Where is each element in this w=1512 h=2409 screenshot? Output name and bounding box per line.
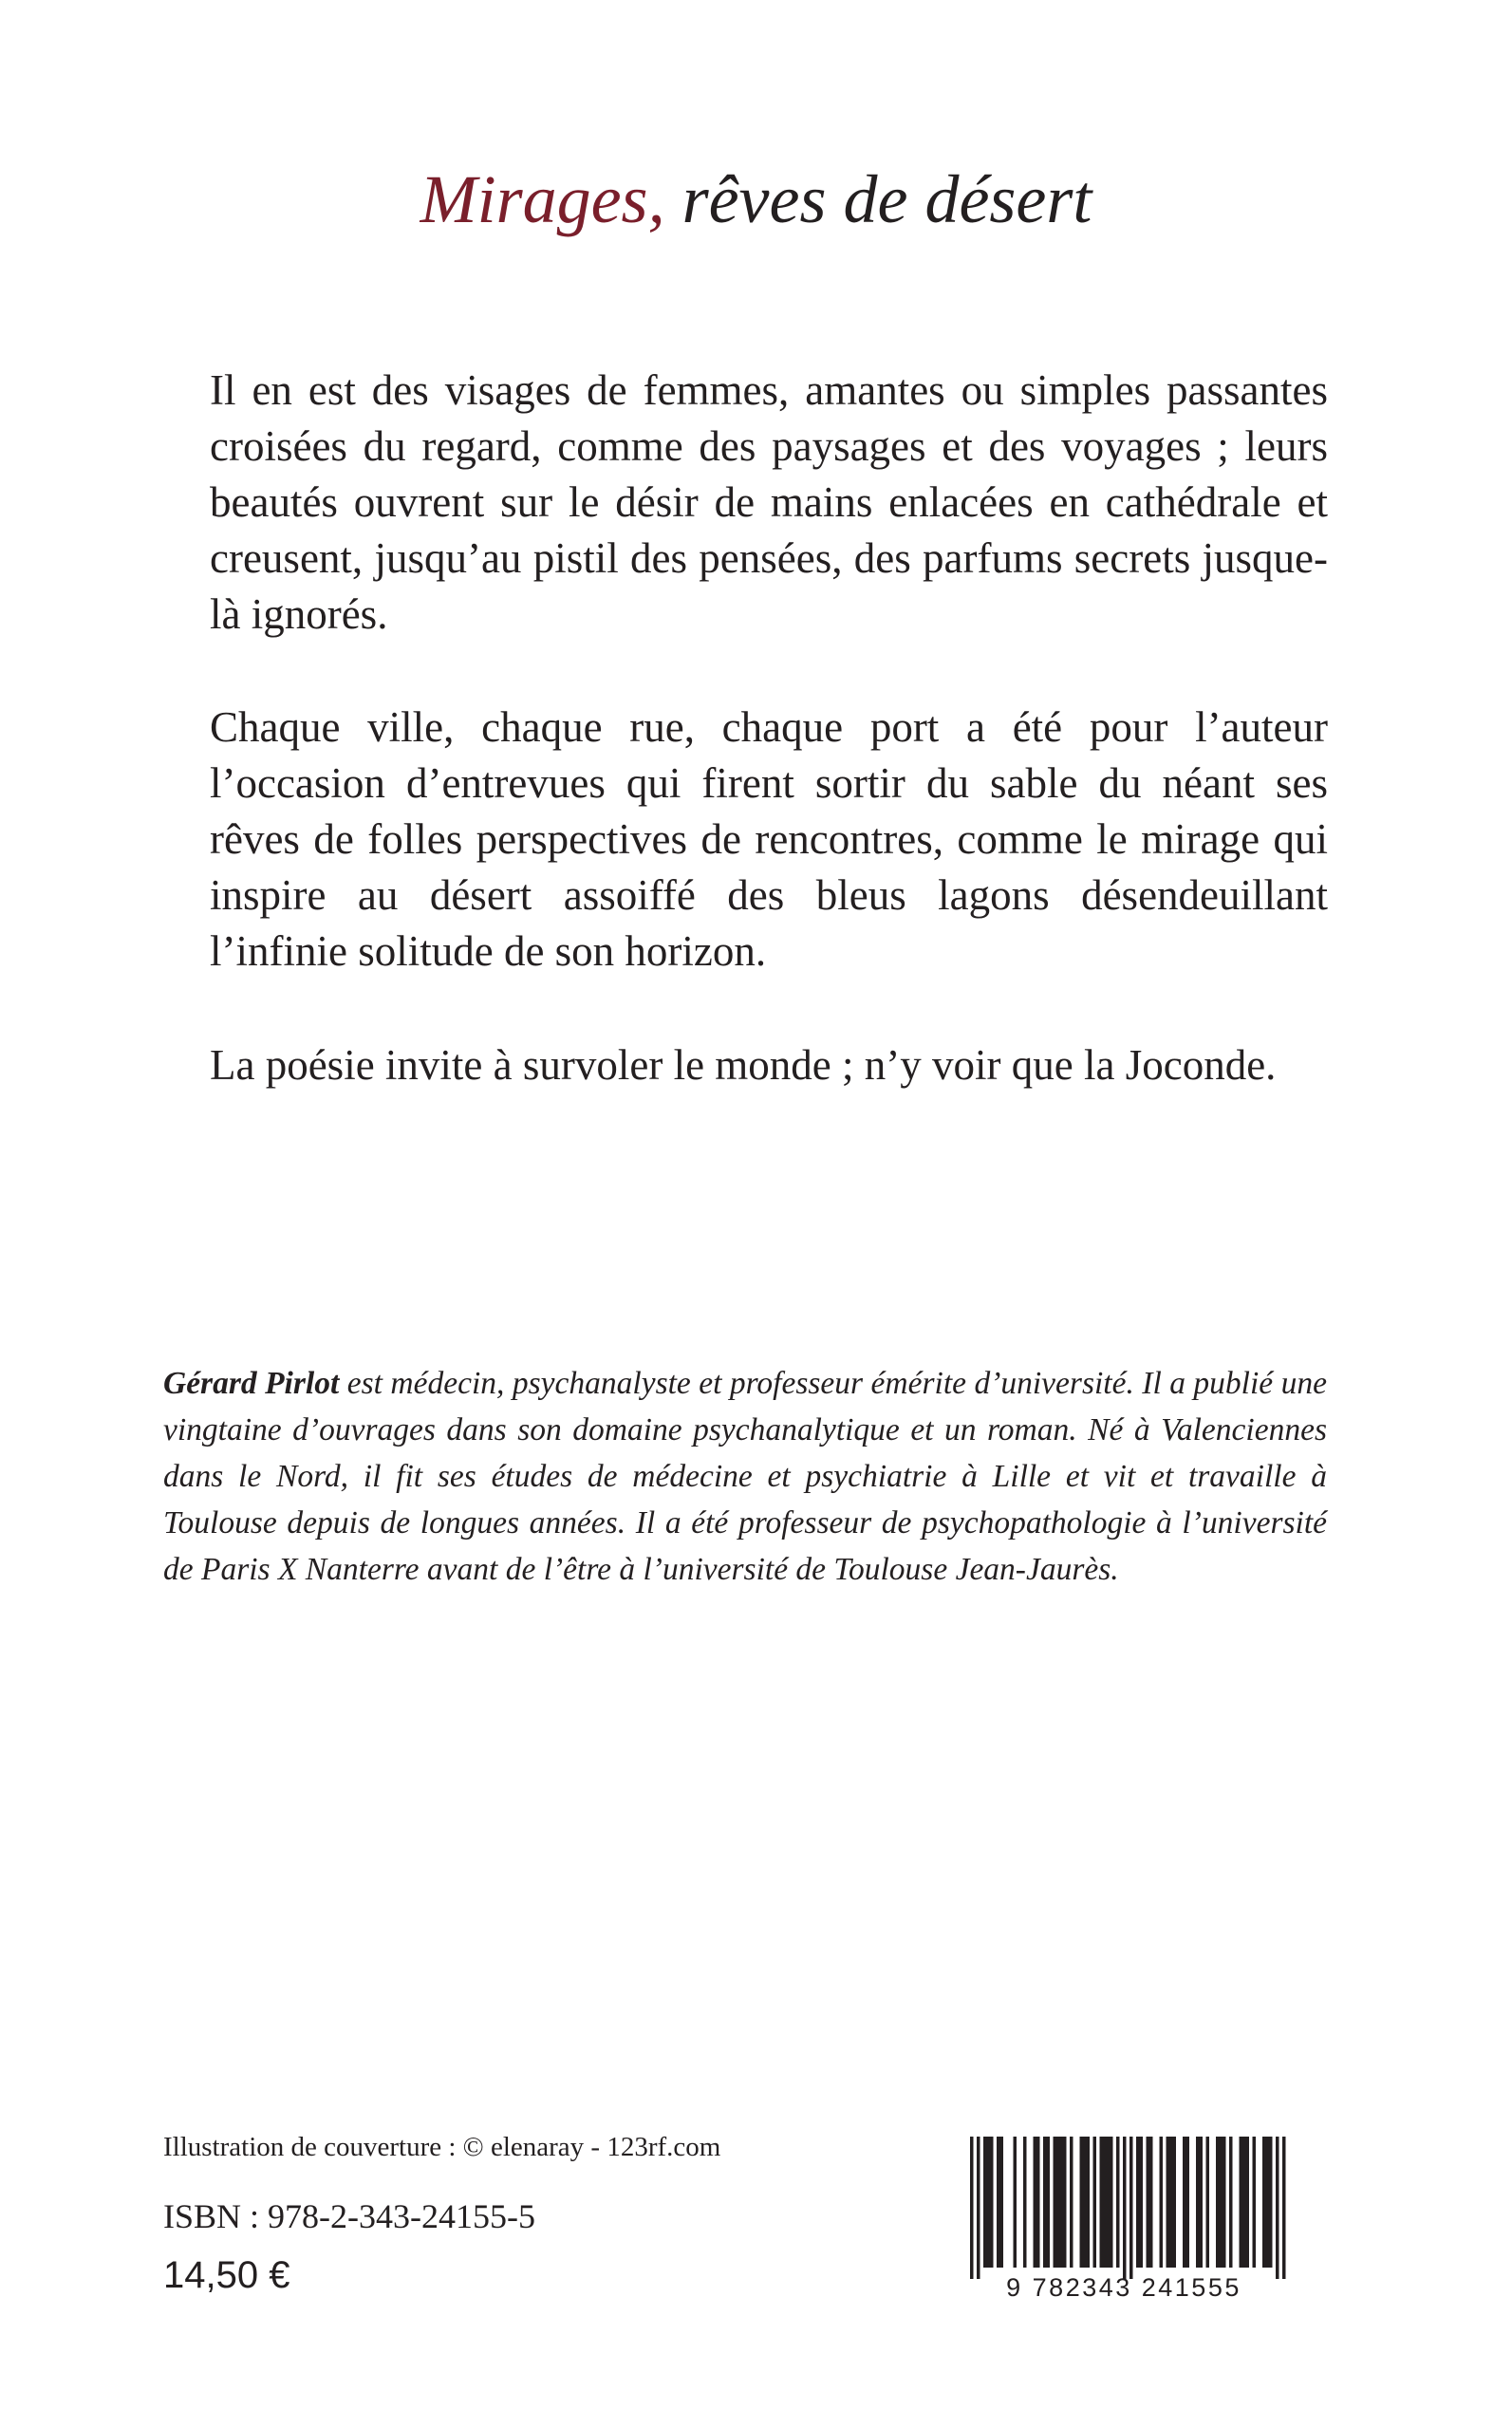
title-accent: Mirages, [420, 161, 665, 237]
barcode-bar [1282, 2137, 1286, 2279]
barcode-bar [1167, 2137, 1170, 2268]
barcode-bar [1206, 2137, 1210, 2268]
book-title [0, 157, 1512, 242]
author-bio-text: est médecin, psychanalyste et professeur émérite d’université. Il a publié une vingtaine d’ouvrages dans son domaine psychanalytique et un roman. Né à Valenciennes dans le Nord, il fit ses études de médecine et psychiatrie à Lille et vit et travaille à Toulouse depuis de longues années. Il a été professeur de psychopathologie à l’université de Paris X Nanterre avant de l’être à l’université de Toulouse Jean-Jaurès. [163, 1366, 1328, 1587]
barcode-bar [1240, 2137, 1243, 2268]
barcode-bar [1196, 2137, 1200, 2268]
barcode-bar [1220, 2137, 1223, 2268]
barcode-bar [1242, 2137, 1246, 2268]
barcode-bar [1140, 2137, 1144, 2268]
barcode-bar [1266, 2137, 1270, 2268]
barcode-bar [983, 2137, 987, 2268]
barcode-bar [1023, 2137, 1027, 2268]
barcode-bar [1149, 2137, 1153, 2268]
barcode-bar [1262, 2137, 1266, 2268]
price: 14,50 € [163, 2254, 290, 2296]
barcode-bar [1034, 2137, 1037, 2268]
barcode-bar [1100, 2137, 1104, 2268]
barcode-bar [1110, 2137, 1113, 2268]
barcode-bar [987, 2137, 991, 2268]
barcode-bar [1216, 2137, 1220, 2268]
barcode [936, 2135, 1313, 2302]
barcode-bar [990, 2137, 994, 2268]
barcode-bar [1107, 2137, 1111, 2268]
barcode-bar [1103, 2137, 1107, 2268]
barcode-bar [1276, 2137, 1279, 2279]
barcode-bar [1054, 2137, 1057, 2268]
barcode-bar [1047, 2137, 1051, 2268]
barcode-bar [977, 2137, 980, 2279]
barcode-bar [1246, 2137, 1250, 2268]
blurb-paragraph-3: La poésie invite à survoler le monde ; n’y voir que la Joconde. [210, 1041, 1277, 1089]
barcode-bar [1223, 2137, 1226, 2268]
barcode-bar [1136, 2137, 1140, 2268]
barcode-bar [1129, 2137, 1133, 2279]
barcode-bar [1087, 2137, 1091, 2268]
barcode-bar [1169, 2137, 1173, 2268]
barcode-bar [1253, 2137, 1257, 2268]
author-name: Gérard Pirlot [163, 1366, 340, 1401]
barcode-bar [1036, 2137, 1040, 2268]
blurb-paragraph-2: Chaque ville, chaque rue, chaque port a été pour l’auteur l’occasion d’entrevues qui firent sortir du sable du néant ses rêves de folles perspectives de rencontres, comme le mirage qui inspire au désert assoiffé des bleus lagons désendeuillant l’infinie solitude de son horizon. [210, 703, 1328, 975]
blurb-paragraph-1: Il en est des visages de femmes, amantes ou simples passantes croisées du regard, comme des paysages et des voyages ; leurs beautés ouvrent sur le désir de mains enlacées en cathédrale et creusent, jusqu’au pistil des pensées, des parfums secrets jusque-là ignorés. [210, 366, 1328, 638]
author-bio [163, 1360, 1327, 1593]
barcode-bar [1123, 2137, 1127, 2279]
barcode-digits: 9 782343 241555 [1006, 2273, 1241, 2302]
barcode-bar [1080, 2137, 1084, 2268]
barcode-bar [1147, 2137, 1150, 2268]
barcode-bar [1043, 2137, 1047, 2268]
barcode-bar [970, 2137, 974, 2279]
barcode-bar [1083, 2137, 1087, 2268]
barcode-bar [1160, 2137, 1164, 2268]
title-rest: rêves de désert [664, 161, 1092, 237]
barcode-bar [1183, 2137, 1186, 2268]
barcode-bar [1173, 2137, 1177, 2268]
isbn: ISBN : 978-2-343-24155-5 [163, 2197, 535, 2235]
barcode-bar [1093, 2137, 1097, 2268]
barcode-bar [1229, 2137, 1233, 2268]
cover-credit: Illustration de couverture : © elenaray - 123rf.com [163, 2132, 721, 2162]
barcode-bar [1014, 2137, 1017, 2268]
barcode-bar [1056, 2137, 1060, 2268]
barcode-bar [1186, 2137, 1190, 2268]
barcode-bar [1063, 2137, 1067, 2268]
barcode-bar [1000, 2137, 1004, 2268]
barcode-bar [1060, 2137, 1064, 2268]
barcode-bar [1269, 2137, 1273, 2268]
barcode-bars [970, 2137, 1286, 2279]
barcode-bar [997, 2137, 1000, 2268]
barcode-bar [1070, 2137, 1073, 2268]
barcode-bar [1116, 2137, 1120, 2268]
barcode-bar [1200, 2137, 1204, 2268]
